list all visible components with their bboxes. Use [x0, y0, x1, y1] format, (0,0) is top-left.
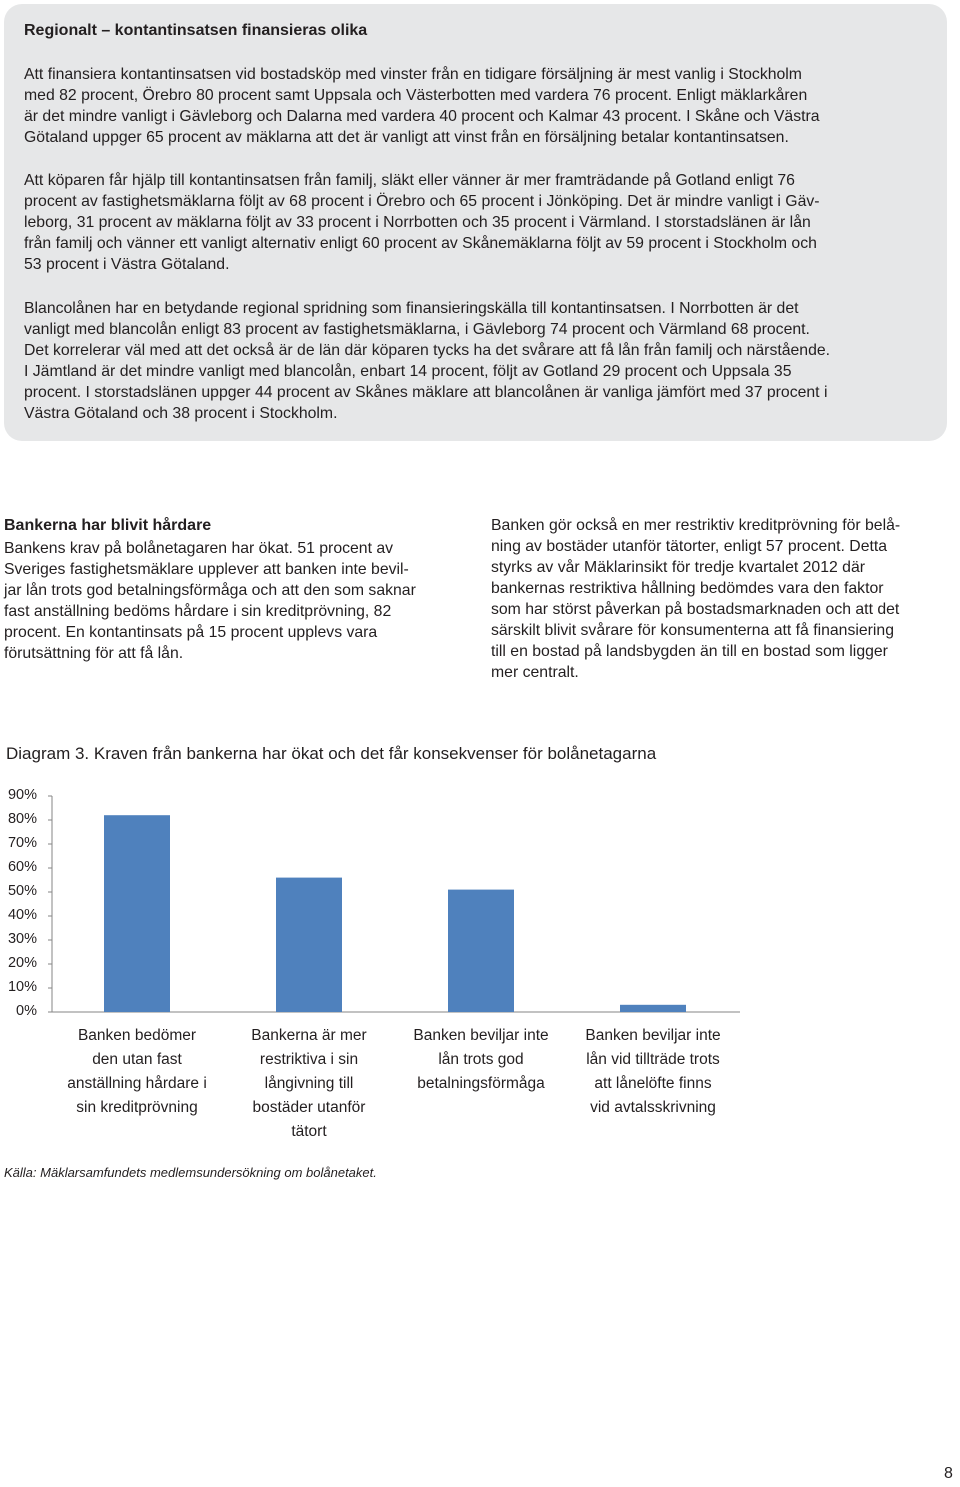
box-paragraph-1: Att finansiera kontantinsatsen vid bostadsköp med vinster från en tidigare försäljning är mest vanlig i Stockholm med 82 procent, Örebro 80 procent samt Uppsala och Västerbotten med vardera 76 procent. Enligt mäklarkåren är det mindre vanligt i Gävleborg och Dalarna med vardera 40 procent och Kalmar 43 procent. I Skåne och Västra Götaland uppger 65 procent av mäklarna att det är vanligt att vinst från en försäljning betalar kontantinsatsen. — [24, 66, 820, 146]
left-column-text: Bankens krav på bolånetagaren har ökat. 51 procent av Sveriges fastighetsmäklare upplever att banken inte bevil- jar lån trots god betalningsförmåga och att den som saknar fast anställning bedöms hårdare i sin kreditprövning, 82 procent. En kontantinsats på 15 procent upplevs vara förutsättning för att få lån. — [4, 540, 416, 662]
page-number: 8 — [944, 1465, 953, 1482]
box-title: Regionalt – kontantinsatsen finansieras olika — [24, 22, 368, 39]
section-heading: Bankerna har blivit hårdare — [4, 517, 212, 534]
x-category-label: Banken beviljar inte lån vid tillträde trots att lånelöfte finns vid avtalsskrivning — [585, 1027, 721, 1116]
y-tick-label: 60% — [7, 859, 37, 875]
source-note: Källa: Mäklarsamfundets medlemsundersökning om bolånetaket. — [4, 1165, 377, 1180]
y-tick-label: 80% — [7, 811, 37, 827]
right-column-text: Banken gör också en mer restriktiv kreditprövning för belå- ning av bostäder utanför tätorter, enligt 57 procent. Detta styrks av vår Mäklarinsikt för tredje kvartalet 2012 där bankernas restriktiva hållning bedömdes vara den faktor som har störst påverkan på bostadsmarknaden och att det särskilt blivit svårare för konsumenterna att få finansiering till en bostad på landsbygden än till en bostad som ligger mer centralt. — [491, 517, 901, 681]
x-category-label: Bankerna är mer restriktiva i sin långivning till bostäder utanför tätort — [251, 1027, 367, 1140]
y-tick-label: 10% — [7, 979, 37, 995]
box-paragraph-2: Att köparen får hjälp till kontantinsatsen från familj, släkt eller vänner är mer framträdande på Gotland enligt 76 procent av fastighetsmäklarna följt av 68 procent i Örebro och 65 procent i Jönköping. Det är mindre vanligt i Gäv- leborg, 31 procent av mäklarna följt av 33 procent i Norrbotten och 35 procent i Värmland. I storstadslänen är lån från familj och vänner ett vanligt alternativ enligt 60 procent av Skånemäklarna följt av 59 procent i Stockholm och 53 procent i Västra Götaland. — [24, 172, 820, 273]
box-paragraph-3: Blancolånen har en betydande regional spridning som finansieringskälla till kontantinsatsen. I Norrbotten är det vanligt med blancolån enligt 83 procent av fastighetsmäklarna, i Gävleborg 74 procent och Värmland 68 procent. Det korrelerar väl med att det också är de län där köparen tycks ha det svårare att få lån från familj och närstående. I Jämtland är det mindre vanligt med blancolån, enbart 14 procent, följt av Gotland 29 procent och Uppsala 35 procent. I storstadslänen uppger 44 procent av Skånes mäklare att blancolånen är vanliga jämfört med 37 procent i Västra Götaland och 38 procent i Stockholm. — [24, 300, 831, 422]
y-tick-label: 30% — [7, 931, 37, 947]
y-tick-label: 0% — [16, 1003, 37, 1019]
y-tick-label: 90% — [7, 787, 37, 803]
diagram-title: Diagram 3. Kraven från bankerna har ökat och det får konsekvenser för bolånetagarna — [6, 744, 657, 763]
x-category-label: Banken bedömer den utan fast anställning hårdare i sin kreditprövning — [67, 1027, 207, 1116]
y-tick-label: 20% — [7, 955, 37, 971]
bar — [448, 890, 514, 1012]
x-category-label: Banken beviljar inte lån trots god betalningsförmåga — [413, 1027, 549, 1092]
y-tick-label: 50% — [7, 883, 37, 899]
bar — [620, 1005, 686, 1012]
y-tick-label: 40% — [7, 907, 37, 923]
bar — [276, 878, 342, 1012]
y-tick-label: 70% — [7, 835, 37, 851]
bar — [104, 815, 170, 1012]
